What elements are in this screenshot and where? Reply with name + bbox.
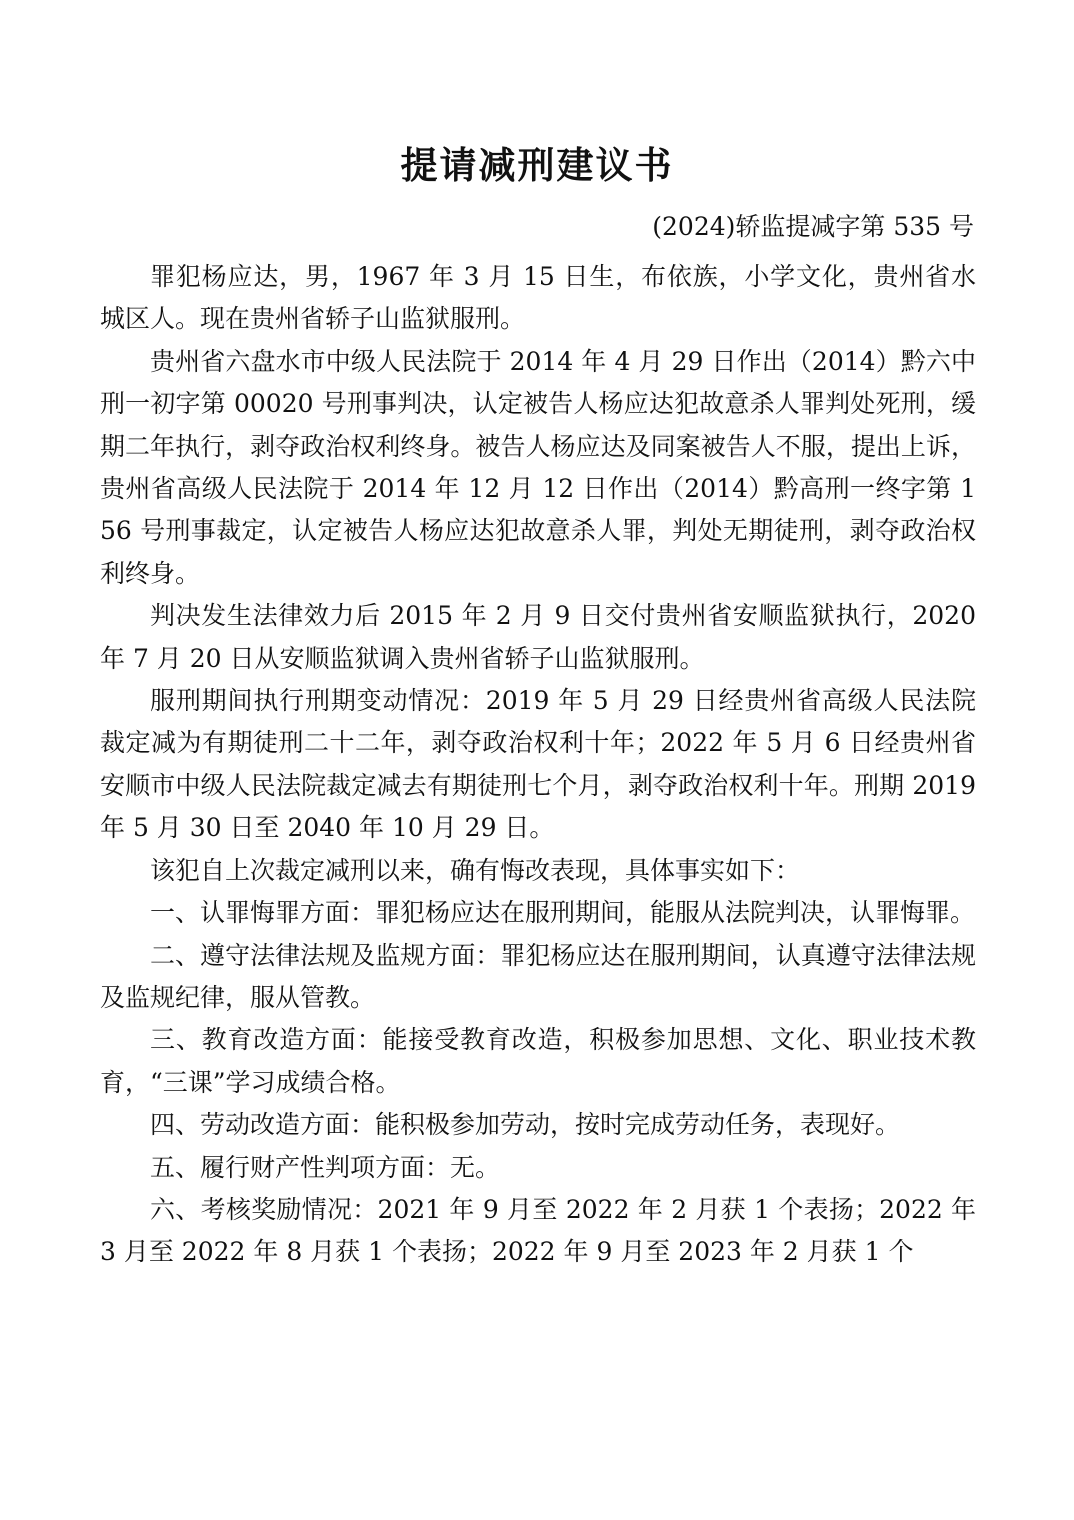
paragraph-sentence-changes: 服刑期间执行刑期变动情况：2019 年 5 月 29 日经贵州省高级人民法院裁定减为有期徒刑二十二年，剥夺政治权利十年；2022 年 5 月 6 日经贵州省安顺市中级人民法院裁定减去有期徒刑七个月，剥夺政治权利十年。刑期 2019 年 5 月 30 日至 2040 年 10 月 29 日。 xyxy=(100,686,976,843)
document-title: 提请减刑建议书 xyxy=(400,144,674,187)
paragraph-law-compliance: 二、遵守法律法规及监规方面：罪犯杨应达在服刑期间，认真遵守法律法规及监规纪律，服从管教。 xyxy=(100,940,976,1012)
paragraph-labor: 四、劳动改造方面：能积极参加劳动，按时完成劳动任务，表现好。 xyxy=(150,1110,901,1140)
paragraph-education: 三、教育改造方面：能接受教育改造，积极参加思想、文化、职业技术教育，“三课”学习成绩合格。 xyxy=(100,1025,976,1097)
document-body xyxy=(100,256,976,1274)
paragraph-plea: 一、认罪悔罪方面：罪犯杨应达在服刑期间，能服从法院判决，认罪悔罪。 xyxy=(150,898,976,928)
paragraph-repentance-intro: 该犯自上次裁定减刑以来，确有悔改表现，具体事实如下： xyxy=(150,855,801,885)
paragraph-property: 五、履行财产性判项方面：无。 xyxy=(150,1152,501,1182)
document-number: (2024)轿监提减字第 535 号 xyxy=(652,212,974,241)
paragraph-original-judgment: 贵州省六盘水市中级人民法院于 2014 年 4 月 29 日作出（2014）黔六中刑一初字第 00020 号刑事判决，认定被告人杨应达犯故意杀人罪判处死刑，缓期二年执行，剥夺政治权利终身。被告人杨应达及同案被告人不服，提出上诉，贵州省高级人民法院于 2014 年 12 月 12 日作出（2014）黔高刑一终字第 156 号刑事裁定，认定被告人杨应达犯故意杀人罪，判处无期徒刑，剥夺政治权利终身。 xyxy=(100,346,976,588)
paragraph-criminal-info: 罪犯杨应达，男，1967 年 3 月 15 日生，布依族，小学文化，贵州省水城区人。现在贵州省轿子山监狱服刑。 xyxy=(100,262,976,334)
paragraph-rewards: 六、考核奖励情况：2021 年 9 月至 2022 年 2 月获 1 个表扬；2022 年 3 月至 2022 年 8 月获 1 个表扬；2022 年 9 月至 2023 年 2 月获 1 个 xyxy=(100,1194,976,1267)
paragraph-execution: 判决发生法律效力后 2015 年 2 月 9 日交付贵州省安顺监狱执行，2020 年 7 月 20 日从安顺监狱调入贵州省轿子山监狱服刑。 xyxy=(100,601,976,673)
